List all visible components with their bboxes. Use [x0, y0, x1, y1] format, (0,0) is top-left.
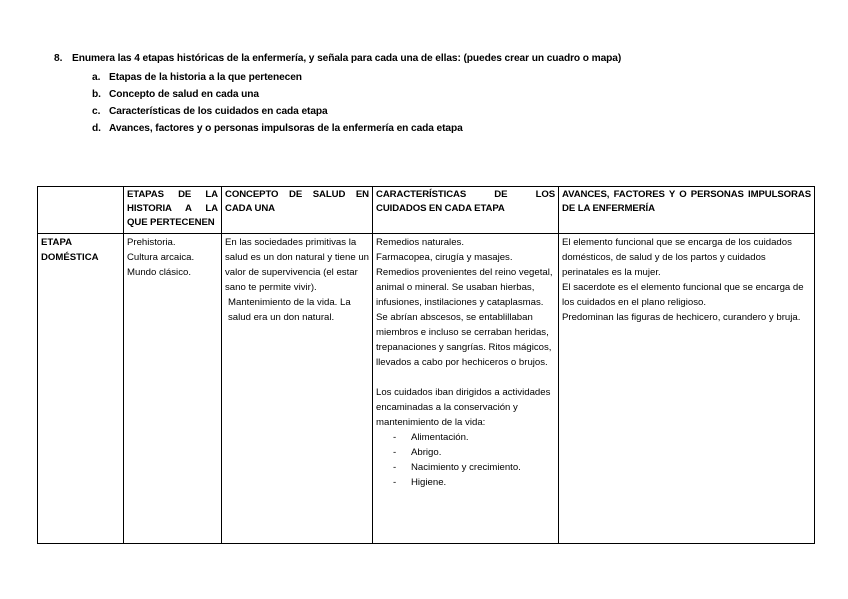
question-subitems — [92, 69, 463, 137]
subitem-d — [92, 120, 463, 137]
list-item-text: Abrigo. — [411, 447, 442, 458]
header-avances: AVANCES, FACTORES Y O PERSONAS IMPULSORAS DE LA ENFERMERÍA — [559, 187, 815, 234]
etapa-item: Prehistoria. — [127, 237, 176, 248]
list-item — [393, 445, 555, 460]
concepto-paragraph: Mantenimiento de la vida. La salud era un don natural. — [228, 297, 351, 323]
bullet-dash: - — [393, 477, 397, 488]
bullet-dash: - — [393, 462, 397, 473]
table-header-row — [38, 187, 815, 234]
cell-caracteristicas — [373, 234, 559, 544]
list-item — [393, 430, 555, 445]
cell-concepto — [222, 234, 373, 544]
header-empty — [38, 187, 124, 234]
cell-etapas — [124, 234, 222, 544]
list-item-text: Alimentación. — [411, 432, 469, 443]
paragraph-gap — [376, 370, 555, 385]
subitem-text: Características de los cuidados en cada etapa — [109, 106, 328, 117]
list-item-text: Nacimiento y crecimiento. — [411, 462, 521, 473]
subitem-b — [92, 86, 463, 103]
subitem-text: Concepto de salud en cada una — [109, 89, 259, 100]
bullet-dash: - — [393, 432, 397, 443]
bullet-dash: - — [393, 447, 397, 458]
subitem-letter: c. — [92, 106, 101, 117]
cuidados-list — [376, 430, 555, 490]
subitem-letter: d. — [92, 123, 101, 134]
header-caracteristicas: CARACTERÍSTICAS DE LOS CUIDADOS EN CADA ETAPA — [373, 187, 559, 234]
avances-paragraph: Predominan las figuras de hechicero, curandero y bruja. — [562, 312, 801, 323]
caracteristicas-paragraph: Remedios naturales. — [376, 237, 464, 248]
subitem-letter: b. — [92, 89, 101, 100]
caracteristicas-paragraph: Farmacopea, cirugía y masajes. — [376, 252, 513, 263]
list-item — [393, 460, 555, 475]
question-text: Enumera las 4 etapas históricas de la enfermería, y señala para cada una de ellas: (puedes crear un cuadro o mapa) — [72, 53, 622, 64]
etapa-item: Mundo clásico. — [127, 267, 191, 278]
caracteristicas-paragraph: Los cuidados iban dirigidos a actividades encaminadas a la conservación y mantenimiento de la vida: — [376, 387, 551, 428]
subitem-a — [92, 69, 463, 86]
avances-paragraph: El elemento funcional que se encarga de los cuidados domésticos, de salud y de los partos y cuidados perinatales es la mujer. — [562, 237, 792, 278]
list-item-text: Higiene. — [411, 477, 447, 488]
avances-paragraph: El sacerdote es el elemento funcional que se encarga de los cuidados en el plano religioso. — [562, 282, 804, 308]
subitem-text: Etapas de la historia a la que pertenecen — [109, 72, 302, 83]
caracteristicas-paragraph: Remedios provenientes del reino vegetal, animal o mineral. Se usaban hierbas, infusiones, instilaciones y cataplasmas. Se abrían abscesos, se entablillaban miembros e incluso se cerraban heridas, trepanaciones y sangrías. Ritos mágicos, llevados a cabo por hechiceros o brujos. — [376, 267, 553, 368]
row-label: ETAPA DOMÉSTICA — [38, 234, 124, 544]
table-row — [38, 234, 815, 544]
subitem-text: Avances, factores y o personas impulsoras de la enfermería en cada etapa — [109, 123, 463, 134]
subitem-letter: a. — [92, 72, 101, 83]
header-concepto: CONCEPTO DE SALUD EN CADA UNA — [222, 187, 373, 234]
subitem-c — [92, 103, 463, 120]
list-item — [393, 475, 555, 490]
header-etapas: ETAPAS DE LA HISTORIA A LA QUE PERTECENEN — [124, 187, 222, 234]
etapa-item: Cultura arcaica. — [127, 252, 195, 263]
concepto-paragraph: En las sociedades primitivas la salud es un don natural y tiene un valor de supervivencia (el estar sano te permite vivir). — [225, 237, 370, 293]
stages-table — [37, 186, 815, 544]
question-number: 8. — [54, 53, 63, 64]
question-8 — [54, 53, 621, 64]
cell-avances — [559, 234, 815, 544]
